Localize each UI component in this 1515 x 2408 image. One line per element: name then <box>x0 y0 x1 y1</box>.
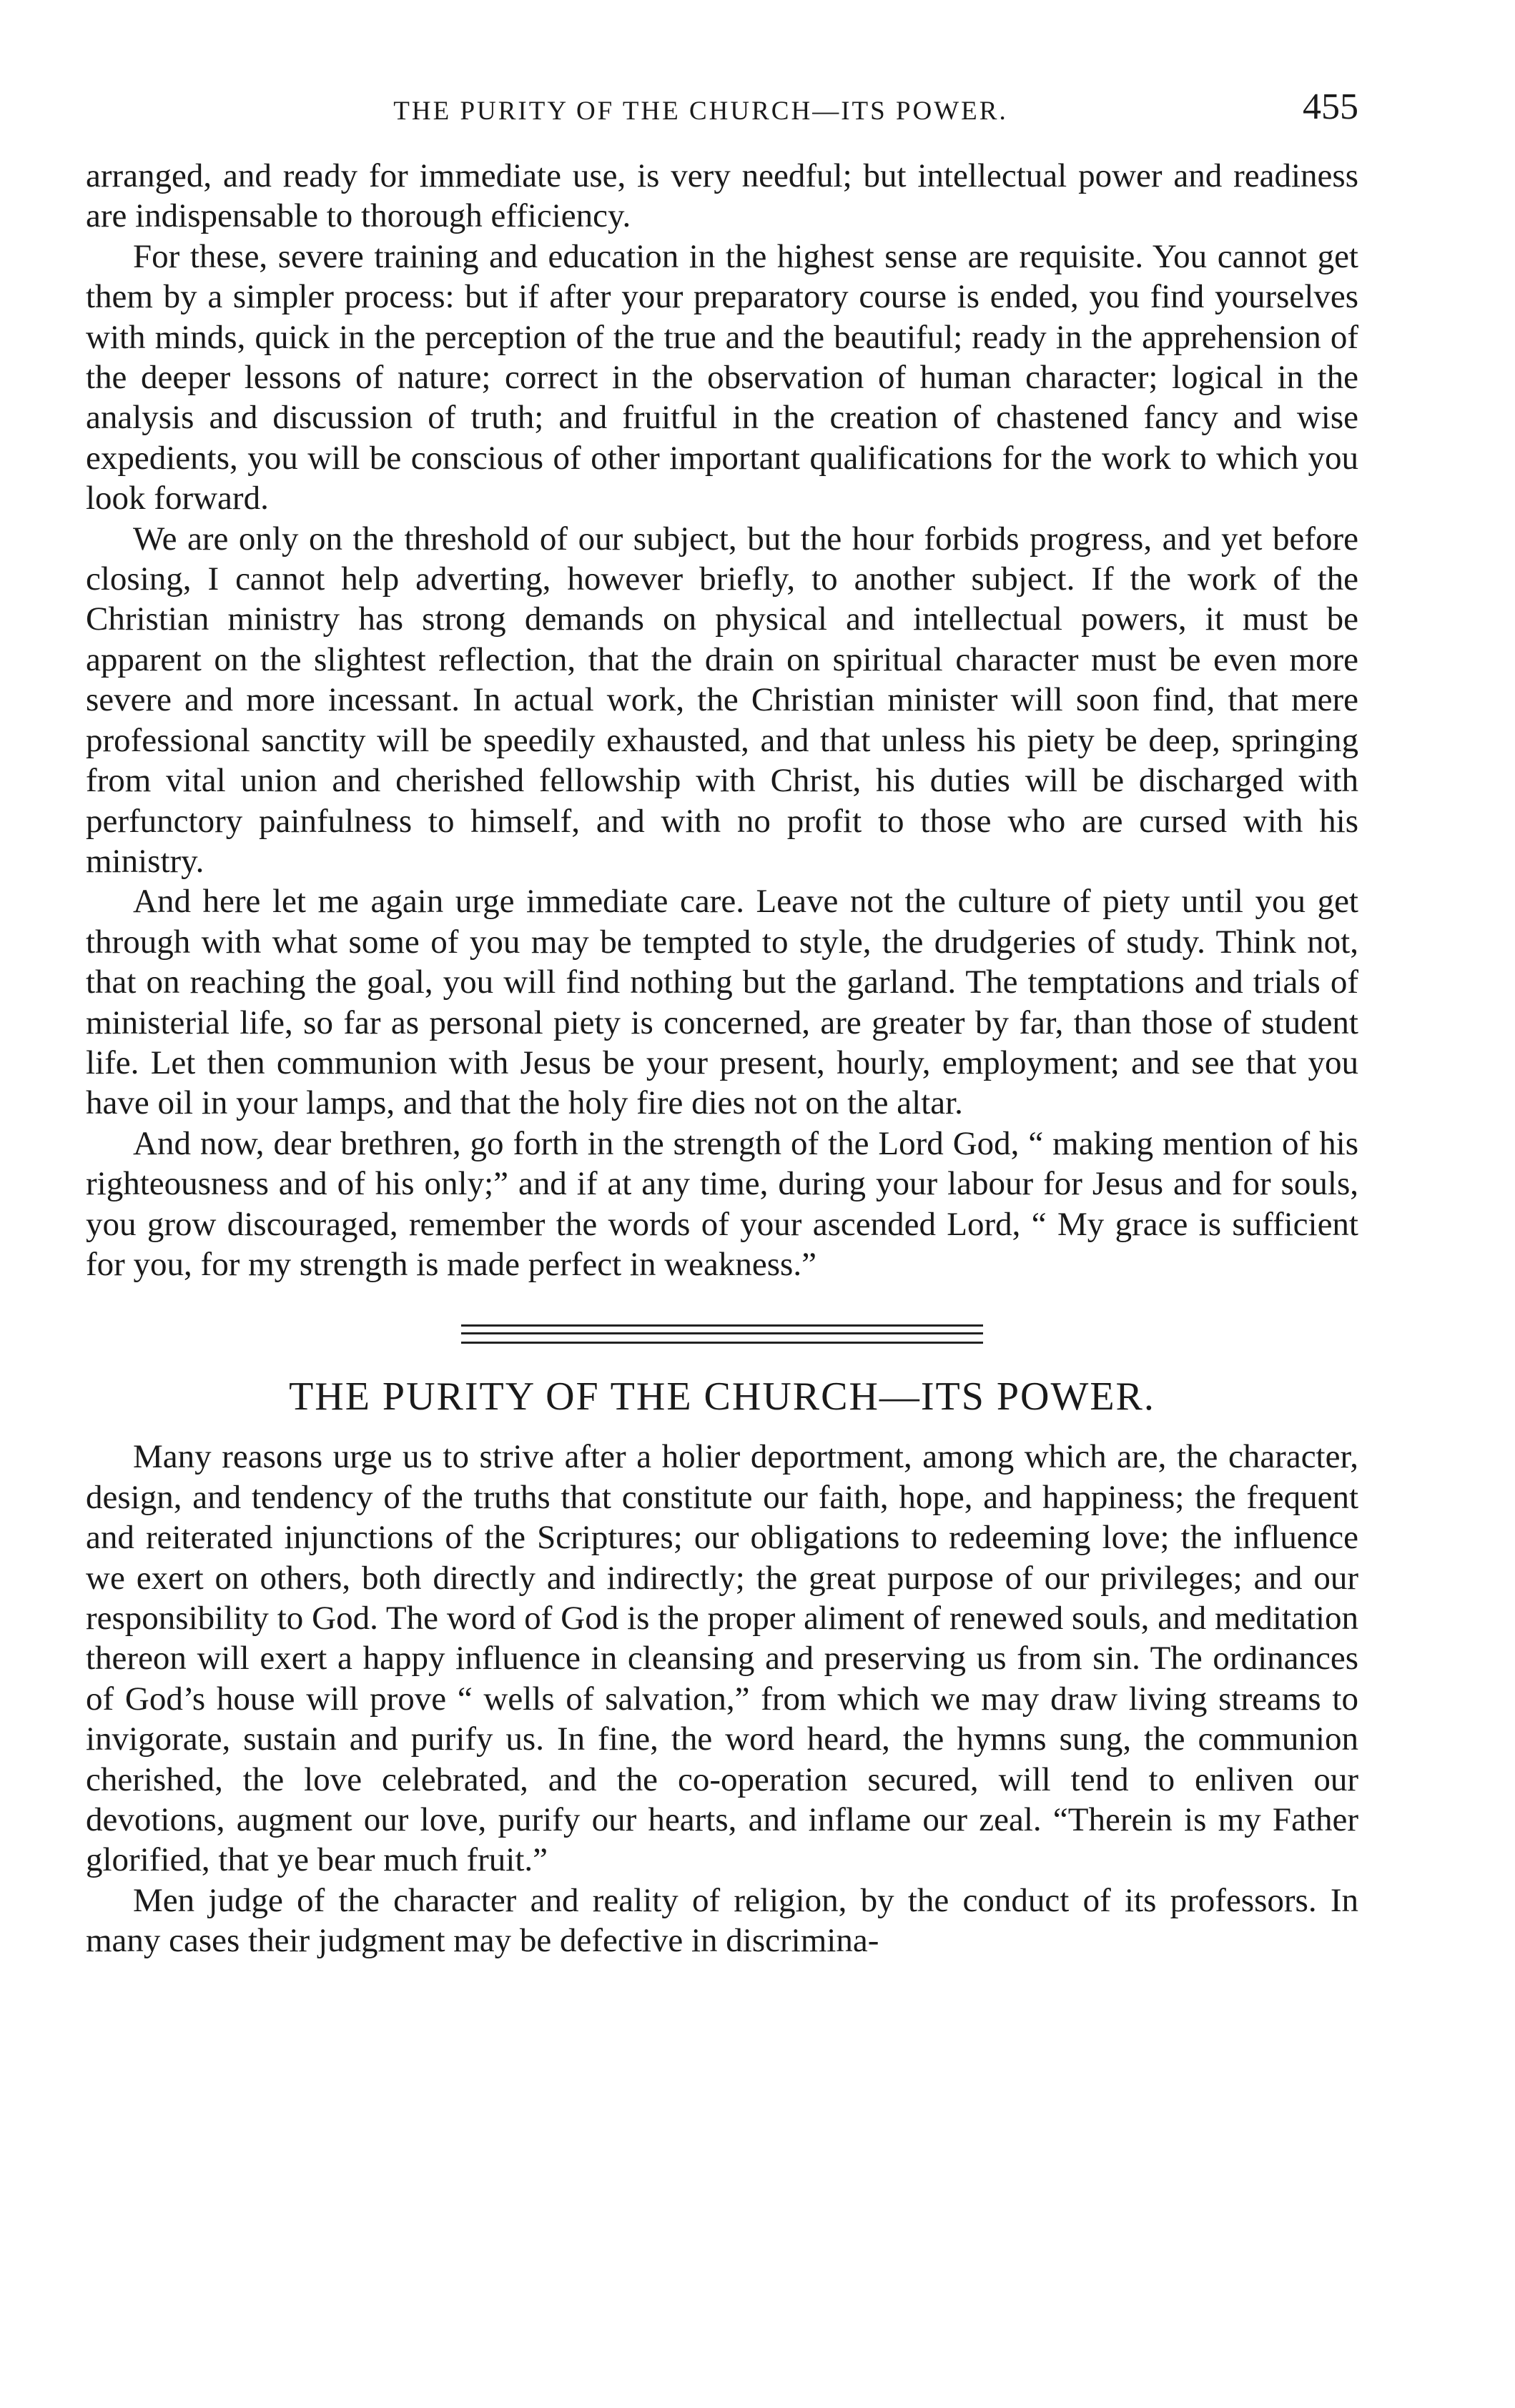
article-title: THE PURITY OF THE CHURCH—ITS POWER. <box>289 1374 1155 1419</box>
paragraph: arranged, and ready for immediate use, is very needful; but intellectual power and readiness are indispensable to thorough efficiency. <box>86 157 1358 235</box>
article-body <box>86 1437 1358 1961</box>
paragraph: And now, dear brethren, go forth in the strength of the Lord God, “ making mention of his righteousness and of his only;” and if at any time, during your labour for Jesus and for souls, you grow discouraged, remember the words of your ascended Lord, “ My grace is sufficient for you, for my strength is made perfect in weakness.” <box>86 1124 1358 1283</box>
paragraph: For these, severe training and education in the highest sense are requisite. You cannot get them by a simpler process: but if after your preparatory course is ended, you find yourselves with minds, quick in the perception of the true and the beautiful; ready in the apprehension of the deeper lessons of nature; correct in the observation of human character; logical in the analysis and discussion of truth; and fruitful in the creation of chastened fancy and wise expedients, you will be conscious of other important qualifications for the work to which you look forward. <box>86 237 1358 517</box>
page-number: 455 <box>1303 86 1358 127</box>
paragraph: And here let me again urge immediate care. Leave not the culture of piety until you get through with what some of you may be tempted to style, the drudgeries of study. Think not, that on reaching the goal, you will find nothing but the garland. The temptations and trials of ministerial life, so far as personal piety is concerned, are greater by far, than those of student life. Let then communion with Jesus be your present, hourly, employment; and see that you have oil in your lamps, and that the holy fire dies not on the altar. <box>86 883 1358 1122</box>
paragraph: Many reasons urge us to strive after a holier deportment, among which are, the character, design, and tendency of the truths that constitute our faith, hope, and happiness; the frequent and reiterated injunctions of the Scriptures; our obligations to redeeming love; the influence we exert on others, both directly and indirectly; the great purpose of our privileges; and our responsibility to God. The word of God is the proper aliment of renewed souls, and meditation thereon will exert a happy influence in cleansing and preserving us from sin. The ordinances of God’s house will prove “ wells of salvation,” from which we may draw living streams to invigorate, sustain and purify us. In fine, the word heard, the hymns sung, the communion cherished, the love celebrated, and the co-operation secured, will tend to enliven our devotions, augment our love, purify our hearts, and inflame our zeal. “Therein is my Father glorified, that ye bear much fruit.” <box>86 1438 1358 1879</box>
previous-article-text <box>86 156 1358 1284</box>
divider-rule <box>461 1342 983 1344</box>
running-title: THE PURITY OF THE CHURCH—ITS POWER. <box>393 96 1008 126</box>
running-head <box>86 86 1358 136</box>
section-divider <box>461 1324 983 1344</box>
book-page <box>86 86 1358 1961</box>
paragraph: We are only on the threshold of our subject, but the hour forbids progress, and yet before closing, I cannot help adverting, however briefly, to another subject. If the work of the Christian ministry has strong demands on physical and intellectual powers, it must be apparent on the slightest reflection, that the drain on spiritual character must be even more severe and more incessant. In actual work, the Christian minister will soon find, that mere professional sanctity will be speedily exhausted, and that unless his piety be deep, springing from vital union and cherished fellowship with Christ, his duties will be discharged with perfunctory painfulness to himself, and with no profit to those who are cursed with his ministry. <box>86 520 1358 880</box>
paragraph: Men judge of the character and reality of religion, by the conduct of its professors. In many cases their judgment may be defective in discrimina- <box>86 1881 1358 1960</box>
